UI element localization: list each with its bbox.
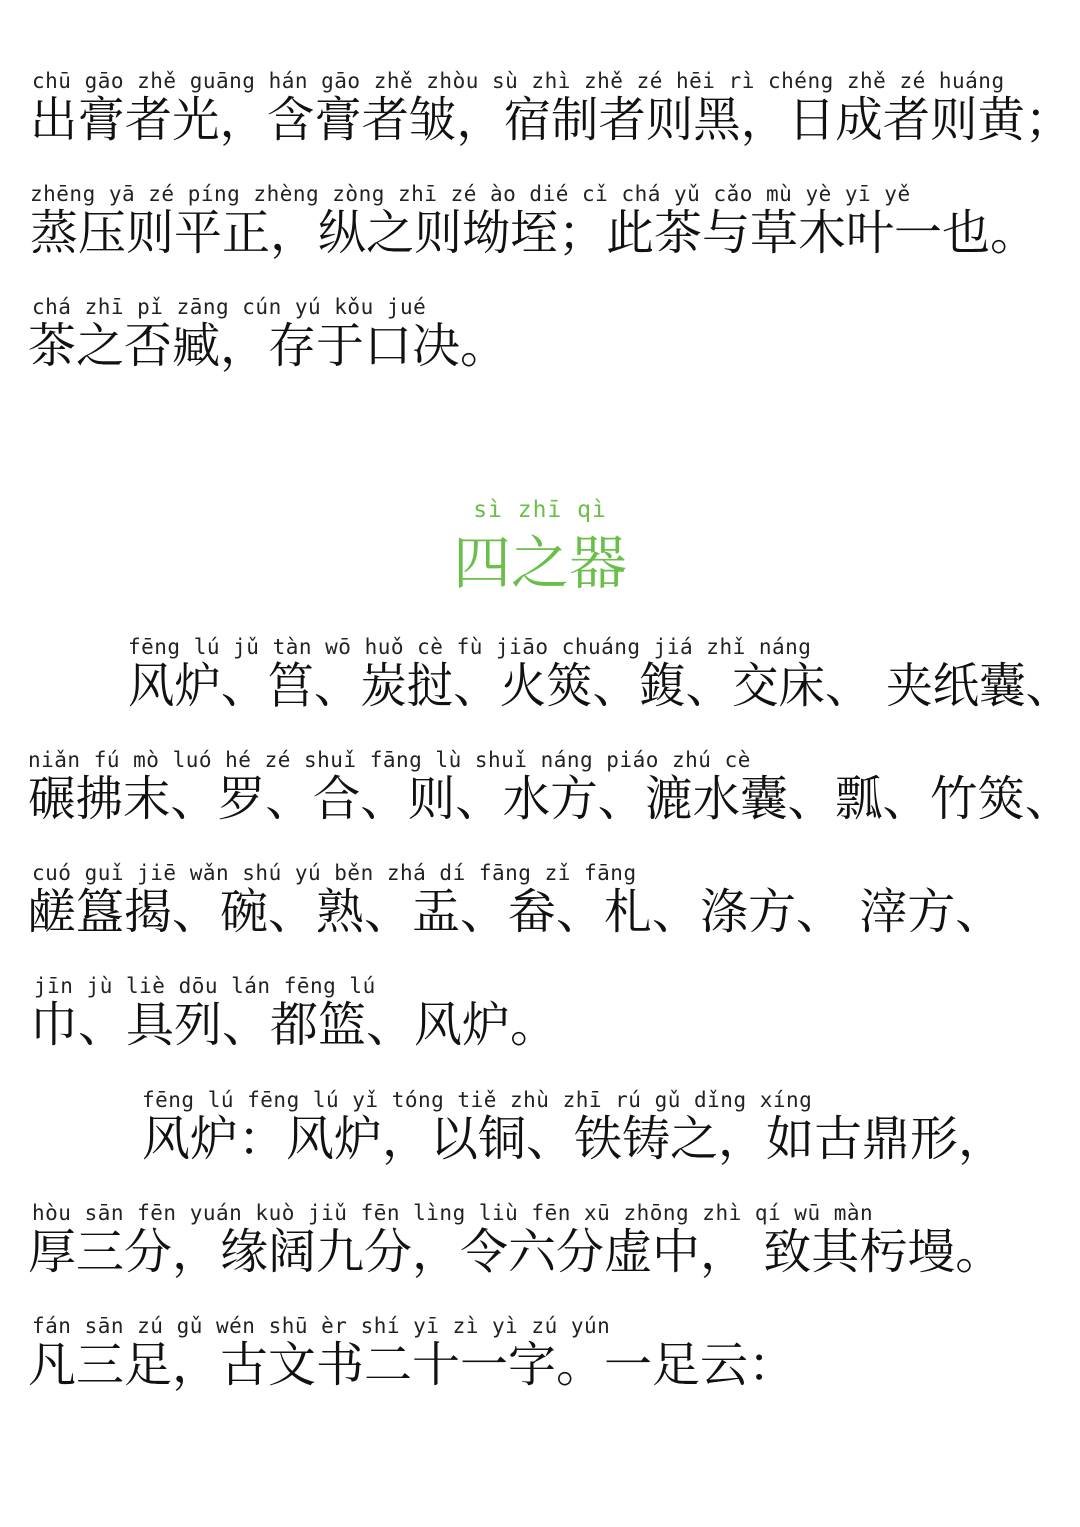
text-line-3 (0, 294, 1080, 404)
text-line-9 (0, 1200, 1080, 1310)
text-line-1 (0, 68, 1080, 178)
hanzi-line: 风炉：风炉，以铜、铁铸之，如古鼎形， (142, 1111, 1007, 1167)
text-line-8 (0, 1087, 1080, 1197)
text-line-5 (0, 747, 1080, 857)
pinyin-line: jīn jù liè dōu lán fēng lú (34, 974, 376, 998)
pinyin-line: fēng lú jǔ tàn wō huǒ cè fù jiāo chuáng jiá zhǐ náng (128, 635, 812, 659)
text-line-6 (0, 860, 1080, 970)
pinyin-line: niǎn fú mò luó hé zé shuǐ fāng lù shuǐ náng piáo zhú cè (28, 748, 751, 772)
pinyin-line: fán sān zú gǔ wén shū èr shí yī zì yì zú yún (32, 1314, 611, 1338)
section-title-pinyin: sì zhī qì (473, 497, 607, 523)
pinyin-line: chū gāo zhě guāng hán gāo zhě zhòu sù zhì zhě zé hēi rì chéng zhě zé huáng (32, 69, 1005, 93)
hanzi-line: 蒸压则平正，纵之则坳垤；此茶与草木叶一也。 (30, 205, 1039, 261)
hanzi-line: 巾、具列、都篮、风炉。 (30, 997, 559, 1053)
text-line-7 (0, 973, 1080, 1083)
pinyin-line: chá zhī pǐ zāng cún yú kǒu jué (32, 295, 427, 319)
hanzi-line: 出膏者光，含膏者皱，宿制者则黑，日成者则黄； (30, 92, 1073, 148)
pinyin-line: hòu sān fēn yuán kuò jiǔ fēn lìng liù fēn xū zhōng zhì qí wū màn (32, 1201, 874, 1225)
hanzi-line: 凡三足，古文书二十一字。一足云： (28, 1337, 797, 1393)
section-title: 四之器 (452, 529, 627, 597)
hanzi-line: 茶之否臧，存于口决。 (28, 318, 509, 374)
text-line-4 (0, 634, 1080, 744)
hanzi-line: 碾拂末、罗、合、则、水方、漉水囊、瓢、竹筴、 (28, 771, 1073, 827)
pinyin-line: fēng lú fēng lú yǐ tóng tiě zhù zhī rú gǔ dǐng xíng (142, 1088, 813, 1112)
hanzi-line: 鹾簋揭、碗、熟、盂、畚、札、涤方、 滓方、 (28, 884, 1004, 940)
hanzi-line: 风炉、筥、炭挝、火筴、鍑、交床、 夹纸囊、 (128, 658, 1073, 714)
pinyin-line: cuó guǐ jiē wǎn shú yú běn zhá dí fāng zǐ fāng (32, 861, 637, 885)
text-line-10 (0, 1313, 1080, 1423)
hanzi-line: 厚三分，缘阔九分，令六分虚中， 致其杇墁。 (28, 1224, 1004, 1280)
text-line-2 (0, 181, 1080, 291)
pinyin-line: zhēng yā zé píng zhèng zòng zhī zé ào dié cǐ chá yǔ cǎo mù yè yī yě (30, 182, 911, 206)
